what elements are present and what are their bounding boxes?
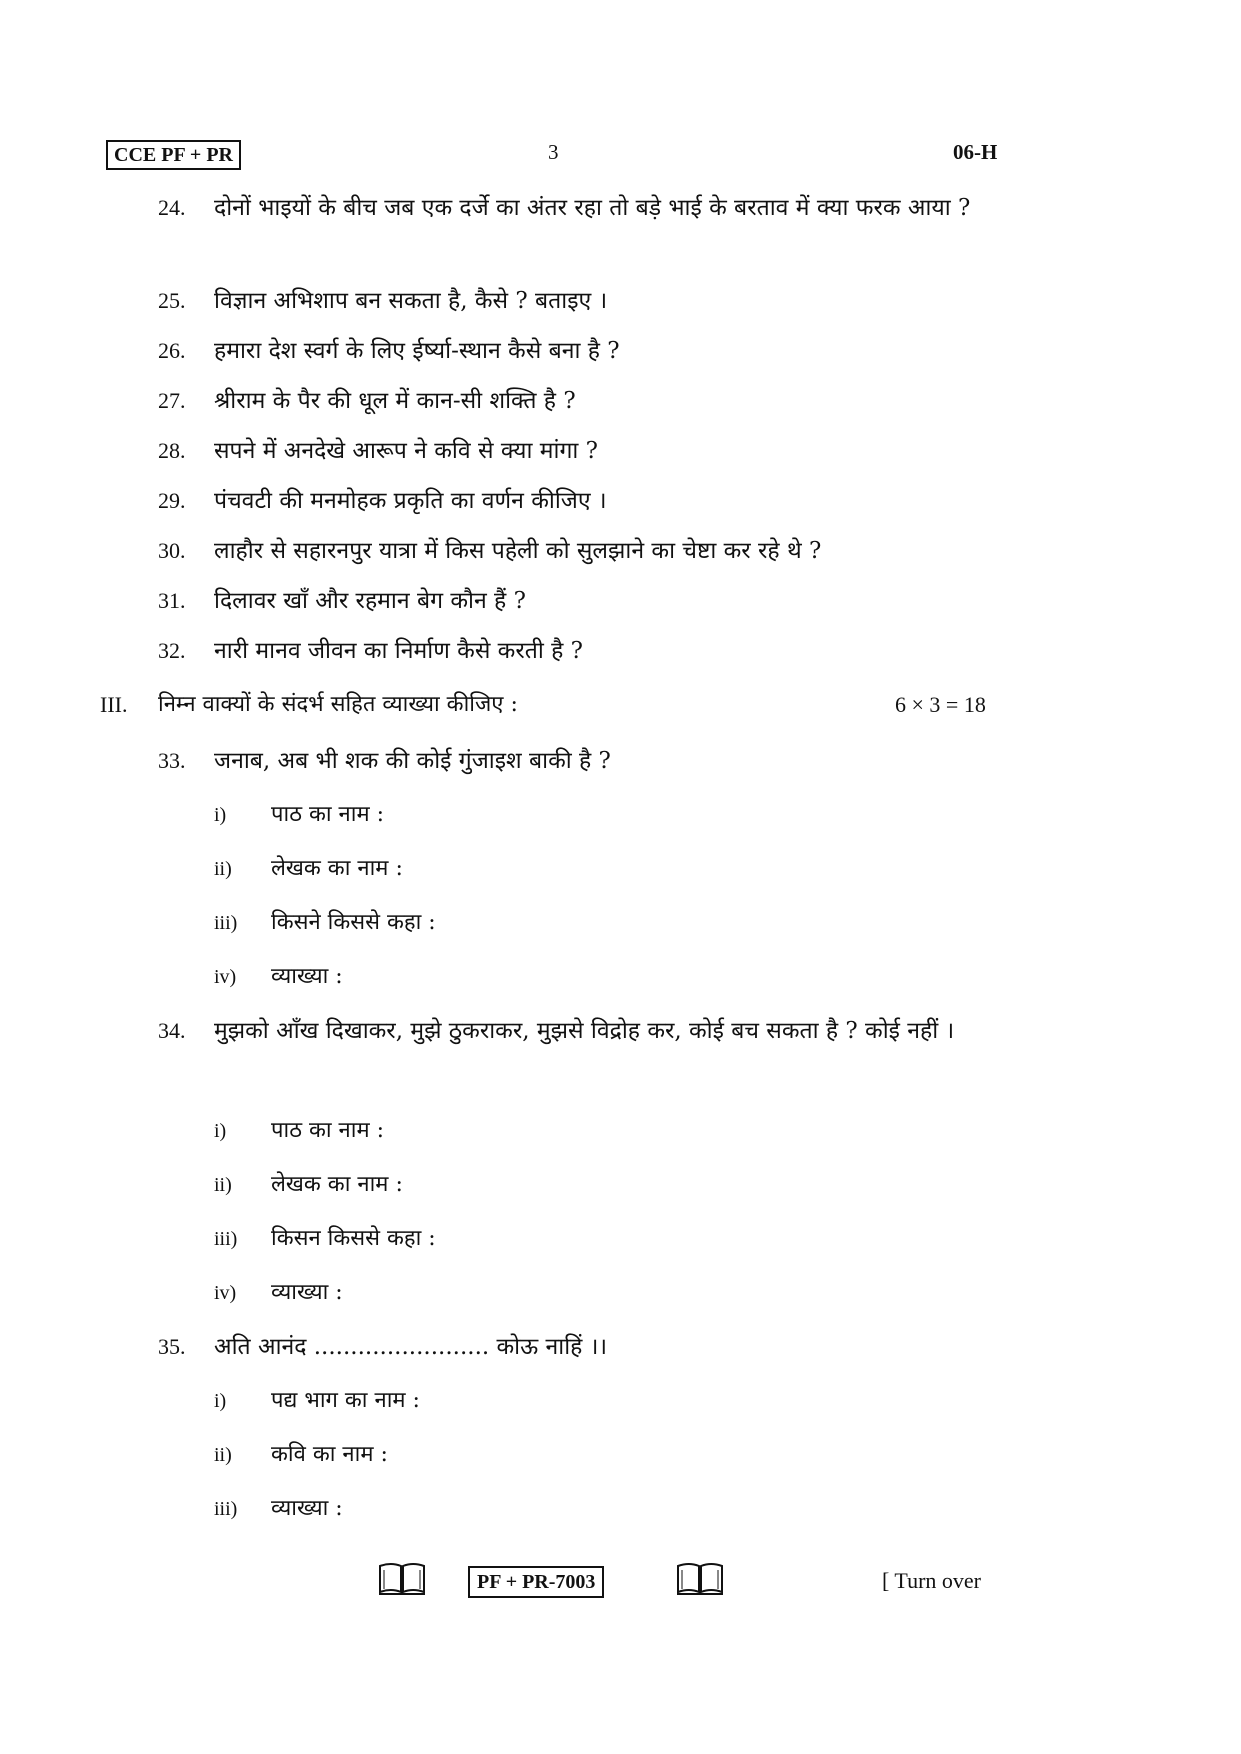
question-text: हमारा देश स्वर्ग के लिए ईर्ष्या-स्थान कैसे बना है ? (214, 338, 620, 364)
question-text: श्रीराम के पैर की धूल में कान-सी शक्ति है ? (214, 388, 576, 414)
question-number: 25. (158, 288, 186, 313)
open-book-icon (676, 1562, 724, 1596)
open-book-icon (378, 1562, 426, 1596)
paper-code: 06-H (953, 140, 998, 164)
question-text: सपने में अनदेखे आरूप ने कवि से क्या मांगा ? (214, 438, 599, 464)
question-text: अति आनंद ........................ कोऊ नाहिं ।। (214, 1334, 608, 1360)
turn-over-label: [ Turn over (882, 1568, 982, 1593)
sub-item-number: ii) (214, 1444, 232, 1466)
question-text: पंचवटी की मनमोहक प्रकृति का वर्णन कीजिए । (214, 488, 607, 514)
sub-item-text: लेखक का नाम : (271, 1172, 403, 1197)
sub-item-text: व्याख्या : (271, 964, 343, 989)
sub-item-text: किसने किससे कहा : (271, 910, 436, 935)
question-number: 28. (158, 438, 186, 463)
question-number: 33. (158, 748, 186, 773)
sub-item-number: iii) (214, 1228, 238, 1250)
sub-item-text: पाठ का नाम : (271, 1118, 385, 1143)
sub-item-number: iv) (214, 966, 237, 988)
question-text: दोनों भाइयों के बीच जब एक दर्जे का अंतर रहा तो बड़े भाई के बरताव में क्या फरक आया ? (214, 195, 971, 221)
question-number: 26. (158, 338, 186, 363)
question-number: 32. (158, 638, 186, 663)
question-number: 35. (158, 1334, 186, 1359)
footer-code: PF + PR-7003 (468, 1566, 604, 1598)
page-number: 3 (548, 140, 559, 164)
section-marks: 6 × 3 = 18 (895, 692, 986, 717)
sub-item-number: ii) (214, 1174, 232, 1196)
question-number: 34. (158, 1018, 186, 1043)
question-text: विज्ञान अभिशाप बन सकता है, कैसे ? बताइए । (214, 288, 608, 314)
question-number: 24. (158, 195, 186, 220)
question-text: लाहौर से सहारनपुर यात्रा में किस पहेली को सुलझाने का चेष्टा कर रहे थे ? (214, 538, 822, 564)
sub-item-number: i) (214, 1390, 227, 1412)
sub-item-text: लेखक का नाम : (271, 856, 403, 881)
question-number: 27. (158, 388, 186, 413)
question-number: 31. (158, 588, 186, 613)
question-text: जनाब, अब भी शक की कोई गुंजाइश बाकी है ? (214, 748, 611, 774)
sub-item-text: व्याख्या : (271, 1280, 343, 1305)
sub-item-number: iv) (214, 1282, 237, 1304)
section-instruction: निम्न वाक्यों के संदर्भ सहित व्याख्या कीजिए : (158, 692, 518, 717)
section-number: III. (100, 692, 128, 717)
question-number: 29. (158, 488, 186, 513)
sub-item-text: कवि का नाम : (271, 1442, 388, 1467)
sub-item-number: i) (214, 1120, 227, 1142)
sub-item-number: ii) (214, 858, 232, 880)
question-text: दिलावर खाँ और रहमान बेग कौन हैं ? (214, 588, 526, 614)
sub-item-text: किसन किससे कहा : (271, 1226, 436, 1251)
question-text: नारी मानव जीवन का निर्माण कैसे करती है ? (214, 638, 583, 664)
question-number: 30. (158, 538, 186, 563)
sub-item-number: i) (214, 804, 227, 826)
sub-item-text: पाठ का नाम : (271, 802, 385, 827)
question-text: मुझको आँख दिखाकर, मुझे ठुकराकर, मुझसे विद्रोह कर, कोई बच सकता है ? कोई नहीं । (214, 1018, 955, 1044)
sub-item-text: व्याख्या : (271, 1496, 343, 1521)
sub-item-number: iii) (214, 1498, 238, 1520)
sub-item-number: iii) (214, 912, 238, 934)
sub-item-text: पद्य भाग का नाम : (271, 1388, 420, 1413)
header-code: CCE PF + PR (106, 140, 241, 170)
